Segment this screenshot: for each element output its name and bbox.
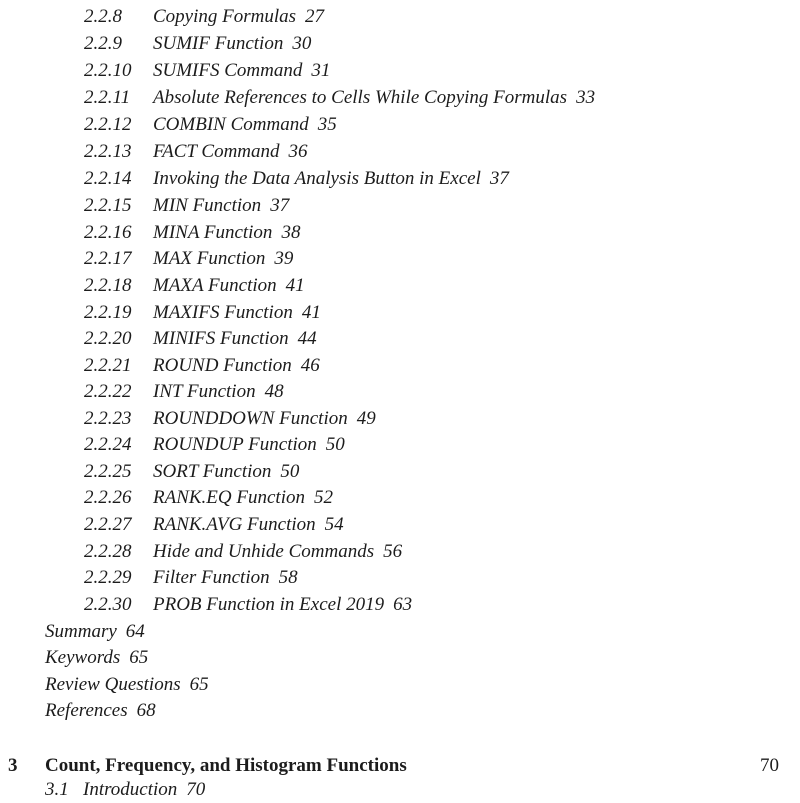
toc-entry <box>0 139 800 165</box>
entry-title: Introduction <box>83 779 178 800</box>
entry-title: SUMIFS Command <box>153 60 303 81</box>
toc-entry <box>0 512 800 538</box>
entry-title: SUMIF Function <box>153 33 284 54</box>
entry-page: 50 <box>280 461 300 482</box>
toc-entry <box>0 112 800 138</box>
entry-number: 3.1 <box>45 779 69 800</box>
entry-title: RANK.EQ Function <box>153 487 305 508</box>
entry-title: COMBIN Command <box>153 114 309 135</box>
toc-entry-section <box>0 619 800 645</box>
entry-number: 2.2.30 <box>84 594 132 615</box>
entry-number: 2.2.19 <box>84 302 132 323</box>
entry-title: PROB Function in Excel 2019 <box>153 594 385 615</box>
entry-number: 2.2.21 <box>84 355 132 376</box>
entry-page: 37 <box>270 195 290 216</box>
toc-entry <box>0 193 800 219</box>
toc-entry <box>0 592 800 618</box>
entry-page: 41 <box>301 302 321 323</box>
entry-title: Summary <box>45 621 117 642</box>
toc-entry <box>0 432 800 458</box>
entry-page: 41 <box>285 275 305 296</box>
entry-title: SORT Function <box>153 461 272 482</box>
entry-page: 33 <box>576 87 596 108</box>
entry-page: 36 <box>288 141 308 162</box>
entry-title: Filter Function <box>153 567 270 588</box>
toc-entry <box>0 326 800 352</box>
chapter-heading <box>0 752 800 780</box>
entry-number: 2.2.14 <box>84 168 132 189</box>
entry-page: 31 <box>311 60 331 81</box>
entry-page: 48 <box>264 381 284 402</box>
toc-entry <box>0 166 800 192</box>
entry-page: 38 <box>281 222 301 243</box>
toc-entry <box>0 353 800 379</box>
entry-page: 44 <box>297 328 317 349</box>
entry-title: ROUND Function <box>153 355 292 376</box>
entry-title: RANK.AVG Function <box>153 514 316 535</box>
toc-entry <box>0 485 800 511</box>
entry-page: 58 <box>278 567 298 588</box>
entry-title: FACT Command <box>153 141 280 162</box>
entry-title: MAXA Function <box>153 275 277 296</box>
toc-entry <box>0 539 800 565</box>
entry-page: 50 <box>325 434 345 455</box>
entry-number: 2.2.20 <box>84 328 132 349</box>
toc-entry <box>0 273 800 299</box>
entry-number: 2.2.8 <box>84 6 122 27</box>
toc-entry <box>0 58 800 84</box>
toc-entry <box>0 565 800 591</box>
toc-entry <box>0 85 800 111</box>
entry-title: ROUNDUP Function <box>153 434 317 455</box>
toc-entry <box>0 459 800 485</box>
entry-title: Absolute References to Cells While Copying Formulas <box>153 87 568 108</box>
entry-number: 2.2.25 <box>84 461 132 482</box>
toc-entry <box>0 300 800 326</box>
entry-page: 52 <box>313 487 333 508</box>
entry-page: 37 <box>489 168 509 189</box>
entry-title: Keywords <box>45 647 121 668</box>
entry-title: MINA Function <box>153 222 273 243</box>
entry-number: 2.2.29 <box>84 567 132 588</box>
toc-entry <box>0 246 800 272</box>
entry-number: 2.2.9 <box>84 33 122 54</box>
entry-page: 65 <box>129 647 149 668</box>
entry-number: 2.2.22 <box>84 381 132 402</box>
entry-page: 39 <box>274 248 294 269</box>
entry-number: 2.2.15 <box>84 195 132 216</box>
entry-number: 2.2.23 <box>84 408 132 429</box>
chapter-title: Count, Frequency, and Histogram Functions <box>45 755 407 776</box>
entry-number: 2.2.16 <box>84 222 132 243</box>
entry-page: 54 <box>324 514 344 535</box>
toc-entry <box>0 220 800 246</box>
entry-title: Invoking the Data Analysis Button in Excel <box>153 168 481 189</box>
entry-number: 2.2.17 <box>84 248 132 269</box>
entry-number: 2.2.11 <box>84 87 131 108</box>
entry-number: 2.2.27 <box>84 514 132 535</box>
toc-entry-section <box>0 645 800 671</box>
chapter-page: 70 <box>760 755 779 776</box>
toc-entry <box>0 379 800 405</box>
entry-number: 2.2.28 <box>84 541 132 562</box>
entry-title: MAX Function <box>153 248 266 269</box>
entry-number: 2.2.18 <box>84 275 132 296</box>
entry-page: 49 <box>356 408 376 429</box>
entry-title: ROUNDDOWN Function <box>153 408 348 429</box>
toc-entry-introduction <box>0 777 800 803</box>
toc-entry-section <box>0 698 800 724</box>
toc-entry <box>0 31 800 57</box>
entry-title: MINIFS Function <box>153 328 289 349</box>
toc-entry-section <box>0 672 800 698</box>
entry-number: 2.2.26 <box>84 487 132 508</box>
entry-page: 65 <box>189 674 209 695</box>
entry-title: Review Questions <box>45 674 181 695</box>
toc-entry <box>0 4 800 30</box>
entry-page: 64 <box>125 621 145 642</box>
entry-page: 35 <box>317 114 337 135</box>
entry-number: 2.2.24 <box>84 434 132 455</box>
entry-page: 30 <box>292 33 312 54</box>
chapter-number: 3 <box>8 755 18 776</box>
entry-title: References <box>45 700 128 721</box>
entry-title: MAXIFS Function <box>153 302 293 323</box>
entry-number: 2.2.12 <box>84 114 132 135</box>
toc-entry <box>0 406 800 432</box>
entry-title: Copying Formulas <box>153 6 297 27</box>
entry-page: 68 <box>136 700 156 721</box>
entry-number: 2.2.13 <box>84 141 132 162</box>
entry-page: 46 <box>300 355 320 376</box>
entry-title: Hide and Unhide Commands <box>153 541 375 562</box>
entry-title: INT Function <box>153 381 256 402</box>
entry-page: 70 <box>186 779 206 800</box>
entry-title: MIN Function <box>153 195 262 216</box>
entry-page: 27 <box>305 6 325 27</box>
entry-number: 2.2.10 <box>84 60 132 81</box>
entry-page: 63 <box>393 594 413 615</box>
entry-page: 56 <box>383 541 403 562</box>
